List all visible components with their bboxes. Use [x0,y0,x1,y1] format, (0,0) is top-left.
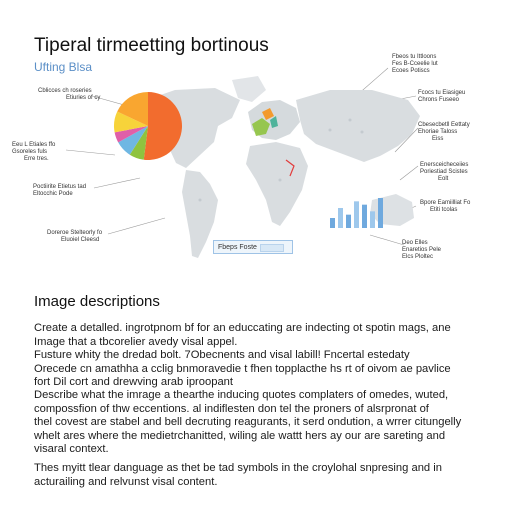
bar-6 [370,211,375,228]
bar-7 [378,198,383,228]
callout-left-1: Cblicces ch roseries Etiuries of cy [38,88,101,101]
paragraph-line: acturailing and relvunst visal content. [34,475,218,488]
paragraph-line: Orecede cn amathha a cclig bnmoravedie t fhen topplacthe hs rt of oivom ae pavlice [34,362,451,375]
continent-asia [296,90,420,162]
callout-left-2: Eeu L Etiales ffo Gsoreles fuls Erre tres. [12,142,56,162]
paragraph-line: Create a detalled. ingrotpnom bf for an educcating are indecting ot spotin mags, ane [34,322,451,334]
paragraph-line: Describe what the imrage a thearthe inducing quotes complaters of omedes, wuted, [34,389,449,401]
callout-left-3: Poctiirite Etietus tad Eltocchic Pode [33,184,87,197]
paragraph-line: thel covest are stabel and bell decruting reagurants, it serd ondution, a wrrer citungelly [34,416,462,428]
paragraph-line: Fusture whity the dredad bolt. 7Obecnents and visal labill! Fncertal estedaty [34,349,410,361]
search-bar [260,244,284,252]
search-label: Fbeps Foste [218,244,257,251]
infographic-scene [0,54,512,275]
bar-1 [330,218,335,228]
callout-right-4: Enersceicheceiies Poriestiad Scistes Eolt [420,162,469,182]
pie-chart [114,92,182,160]
paragraph-line: whelt ares where the medietrchanitted, wiling ale wattt hers ay our are sareting and [34,429,446,442]
continent-australia [370,194,414,226]
callout-right-1: Fbeos tu Ittloons Fes B-Cceelie lut Ecoes Potiscs [392,54,438,74]
section-heading: Image descriptions [34,293,160,310]
paragraph-line: visaral context. [34,443,109,455]
paragraph-line: Image that a tbcorelier avedy visal appel. [34,335,238,348]
search-box[interactable] [213,240,293,254]
callout-right-5: Bpore Eamiilliat Fo Etiti tcolas [420,200,471,213]
bar-3 [346,215,351,228]
bar-4 [354,201,359,228]
paragraph-1 [34,322,482,390]
callout-right-3: Cbesecbetll Eettaty Ehoriae Taloss Eiss [418,122,470,142]
callout-right-2: Fcocs tu Eiasigeu Chrons Fuseeo [418,90,466,103]
page-title: Tiperal tirmeetting bortinous [34,35,269,56]
continent-greenland [232,76,266,102]
paragraph-3 [34,462,482,489]
bar-5 [362,205,367,228]
paragraph-line: compossfion of thw eccentions. al indiflesten don tel the proners of alsrpronat of [34,402,429,415]
page-subtitle: Ufting Blsa [34,60,93,74]
callout-left-4: Doreroe Stelteorly fo Eluoiel Cleesd [47,230,103,243]
bar-2 [338,208,343,228]
paragraph-2 [34,389,482,457]
paragraph-line: fort Dil cort and drewving arab iproopant [34,376,233,388]
callout-right-6: Deo Elles Enaretios Pele Elcs Ploltec [402,240,442,260]
paragraph-line: Thes myitt tlear danguage as thet be tad symbols in the croylohal snpresing and in [34,462,442,474]
continent-africa [246,142,308,226]
